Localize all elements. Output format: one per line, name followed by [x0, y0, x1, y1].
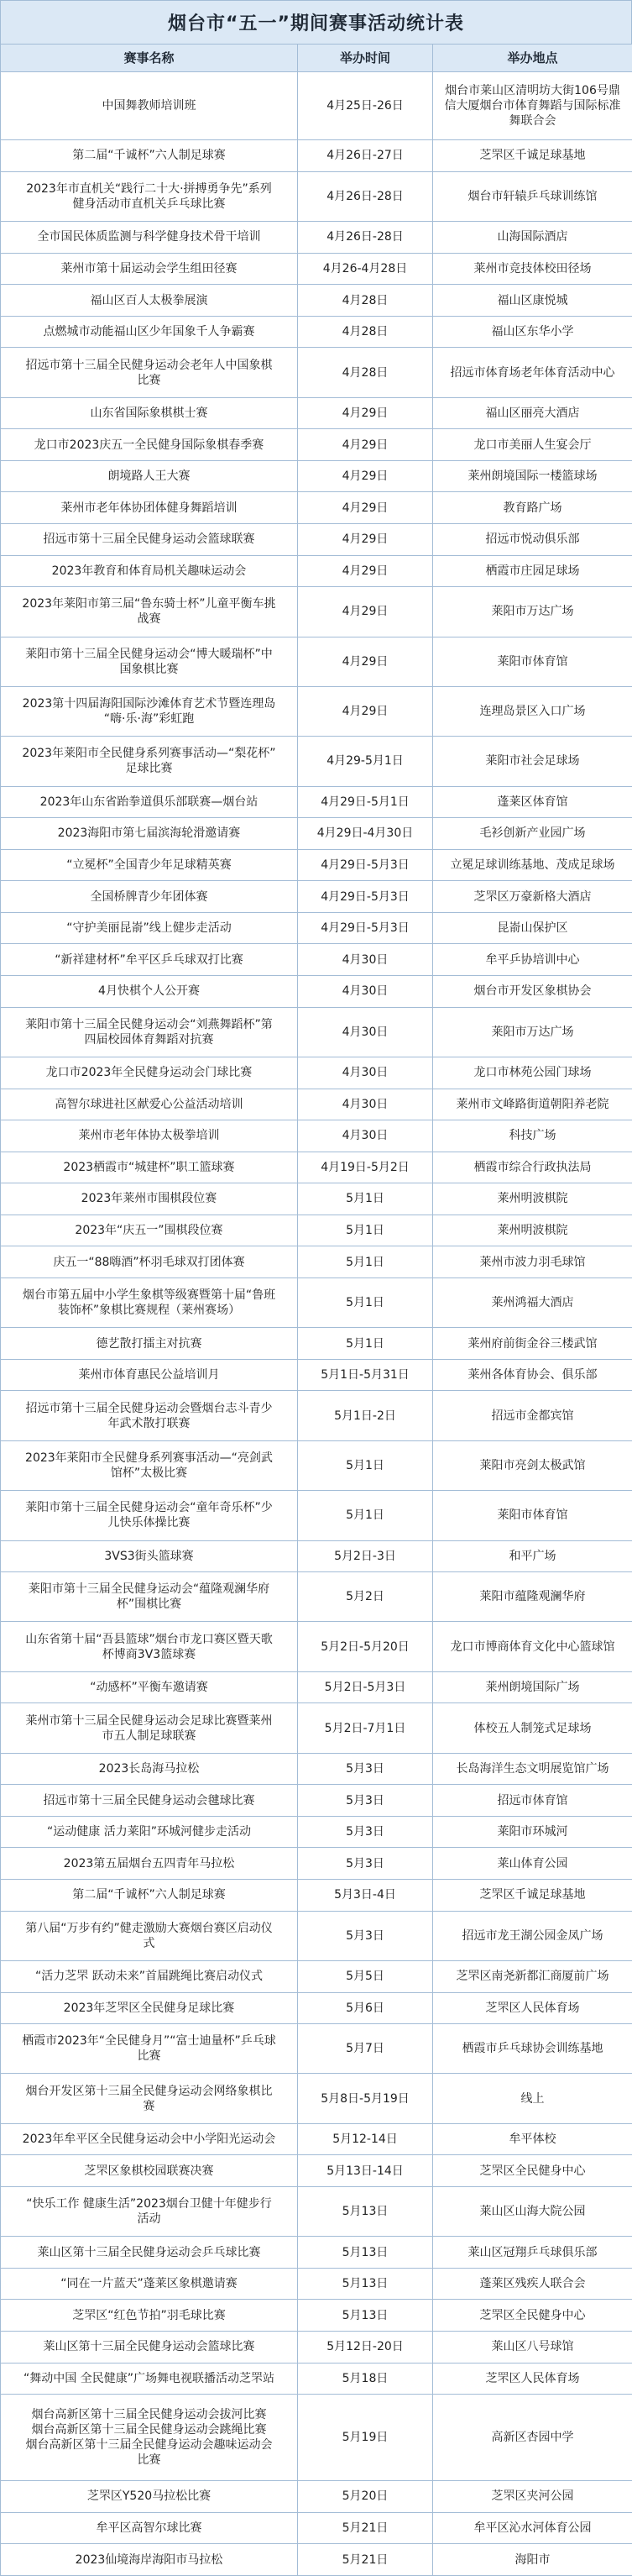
event-location-cell: 芝罘区南尧新都汇商厦前广场 [433, 1960, 632, 1992]
event-location-cell: 莱州朗境国际一楼篮球场 [433, 460, 632, 492]
event-time-cell: 5月1日 [298, 1183, 433, 1215]
event-time-cell: 4月25日-26日 [298, 72, 433, 140]
event-name-cell: “运动健康 活力莱阳”环城河健步走活动 [1, 1816, 298, 1848]
event-name-cell: 龙口市2023庆五一全民健身国际象棋春季赛 [1, 429, 298, 461]
event-location-cell: 毛衫创新产业园广场 [433, 818, 632, 850]
event-name-cell: 芝罘区Y520马拉松比赛 [1, 2481, 298, 2513]
event-location-cell: 山海国际酒店 [433, 222, 632, 254]
event-time-cell: 5月13日 [298, 2237, 433, 2269]
event-time-cell: 4月29日 [298, 492, 433, 524]
event-location-cell: 高新区杏园中学 [433, 2395, 632, 2481]
event-location-cell: 牟平区沁水河体育公园 [433, 2512, 632, 2544]
event-location-cell: 科技广场 [433, 1120, 632, 1152]
table-body [1, 72, 632, 2576]
event-time-cell: 5月1日 [298, 1278, 433, 1327]
table-row [1, 2268, 632, 2300]
table-row [1, 1703, 632, 1753]
table-row [1, 1622, 632, 1671]
event-time-cell: 4月28日 [298, 285, 433, 317]
event-time-cell: 4月30日 [298, 976, 433, 1008]
event-time-cell: 5月1日-5月31日 [298, 1359, 433, 1391]
event-location-cell: 莱阳市社会足球场 [433, 737, 632, 786]
table-row [1, 849, 632, 881]
table-row [1, 2481, 632, 2513]
event-location-cell: 莱阳市环城河 [433, 1816, 632, 1848]
event-name-cell: “立冕杯”全国青少年足球精英赛 [1, 849, 298, 881]
table-row [1, 1572, 632, 1622]
event-location-cell: 芝罘区全民健身中心 [433, 2155, 632, 2187]
table-row [1, 976, 632, 1008]
event-name-cell: 莱州市体育惠民公益培训月 [1, 1359, 298, 1391]
table-row [1, 2024, 632, 2074]
event-location-cell: 海阳市 [433, 2544, 632, 2576]
event-location-cell: 龙口市美丽人生宴会厅 [433, 429, 632, 461]
event-location-cell: 牟平乒协培训中心 [433, 944, 632, 976]
event-location-cell: 体校五人制笼式足球场 [433, 1703, 632, 1753]
table-row [1, 1391, 632, 1440]
event-name-cell: “新祥建材杯”牟平区乒乓球双打比赛 [1, 944, 298, 976]
event-location-cell: 莱州鸿福大酒店 [433, 1278, 632, 1327]
event-name-cell: 点燃城市动能福山区少年国象千人争霸赛 [1, 316, 298, 348]
event-time-cell: 5月2日-3日 [298, 1540, 433, 1572]
event-time-cell: 5月13日-14日 [298, 2155, 433, 2187]
column-header-event-name: 赛事名称 [1, 45, 298, 72]
table-row [1, 2544, 632, 2576]
event-name-cell: 2023年莱阳市全民健身系列赛事活动—“梨花杯”足球比赛 [1, 737, 298, 786]
event-time-cell: 4月30日 [298, 1120, 433, 1152]
event-time-cell: 4月26日-28日 [298, 222, 433, 254]
event-time-cell: 4月30日 [298, 944, 433, 976]
table-row [1, 460, 632, 492]
event-time-cell: 5月3日 [298, 1848, 433, 1880]
event-name-cell: 莱州市第十三届全民健身运动会足球比赛暨莱州市五人制足球联赛 [1, 1703, 298, 1753]
event-time-cell: 5月2日-5月3日 [298, 1671, 433, 1703]
event-time-cell: 5月3日-4日 [298, 1880, 433, 1912]
event-name-cell: 朗境路人王大赛 [1, 460, 298, 492]
event-name-cell: 2023年教育和体育局机关趣味运动会 [1, 555, 298, 587]
event-name-cell: 莱山区第十三届全民健身运动会篮球比赛 [1, 2332, 298, 2364]
event-name-cell: 2023年莱阳市全民健身系列赛事活动—“亮剑武馆杯”太极比赛 [1, 1440, 298, 1490]
event-name-cell: 莱阳市第十三届全民健身运动会“博大暖瑞杯”中国象棋比赛 [1, 637, 298, 686]
table-row [1, 1007, 632, 1057]
table-row [1, 587, 632, 637]
event-name-cell: 第八届“万步有约”健走激励大赛烟台赛区启动仪式 [1, 1911, 298, 1960]
event-location-cell: 福山区东华小学 [433, 316, 632, 348]
event-time-cell: 5月13日 [298, 2186, 433, 2236]
event-time-cell: 5月19日 [298, 2395, 433, 2481]
event-name-cell: 庆五一“88嗨酒”杯羽毛球双打团体赛 [1, 1246, 298, 1278]
event-location-cell: 莱阳市体育馆 [433, 1491, 632, 1540]
event-time-cell: 5月12日-20日 [298, 2332, 433, 2364]
event-location-cell: 莱阳市蕴隆观澜华府 [433, 1572, 632, 1622]
table-row [1, 818, 632, 850]
event-name-cell: 2023年莱阳市第三届“鲁东骑士杯”儿童平衡车挑战赛 [1, 587, 298, 637]
table-row [1, 1120, 632, 1152]
event-time-cell: 5月21日 [298, 2512, 433, 2544]
event-time-cell: 5月8日-5月19日 [298, 2074, 433, 2123]
table-row [1, 2395, 632, 2481]
event-location-cell: 芝罘区人民体育场 [433, 2363, 632, 2395]
table-row [1, 2123, 632, 2155]
table-row [1, 2332, 632, 2364]
event-location-cell: 莱州朗境国际广场 [433, 1671, 632, 1703]
table-row [1, 1785, 632, 1817]
table-row [1, 397, 632, 429]
column-header-event-time: 举办时间 [298, 45, 433, 72]
event-location-cell: 莱阳市万达广场 [433, 1007, 632, 1057]
event-name-cell: 德艺散打擂主对抗赛 [1, 1328, 298, 1360]
event-location-cell: 龙口市林苑公园门球场 [433, 1057, 632, 1089]
table-row [1, 222, 632, 254]
event-name-cell: 2023海阳市第七届滨海轮滑邀请赛 [1, 818, 298, 850]
event-time-cell: 5月2日-5月20日 [298, 1622, 433, 1671]
event-location-cell: 福山区康悦城 [433, 285, 632, 317]
event-time-cell: 5月1日 [298, 1215, 433, 1246]
event-location-cell: 莱州市波力羽毛球馆 [433, 1246, 632, 1278]
event-time-cell: 5月13日 [298, 2300, 433, 2332]
event-location-cell: 芝罘区人民体育场 [433, 1992, 632, 2024]
event-location-cell: 莱山体育公园 [433, 1848, 632, 1880]
event-name-cell: 2023年芝罘区全民健身足球比赛 [1, 1992, 298, 2024]
event-name-cell: 中国舞教师培训班 [1, 72, 298, 140]
table-row [1, 881, 632, 913]
event-name-cell: 2023年市直机关“践行二十大·拼搏勇争先”系列健身活动市直机关乒乓球比赛 [1, 171, 298, 221]
event-name-cell: 烟台开发区第十三届全民健身运动会网络象棋比赛 [1, 2074, 298, 2123]
event-location-cell: 莱阳市体育馆 [433, 637, 632, 686]
table-row [1, 1359, 632, 1391]
table-row [1, 72, 632, 140]
table-row [1, 1215, 632, 1246]
event-time-cell: 4月29日-5月3日 [298, 849, 433, 881]
table-row [1, 1816, 632, 1848]
event-time-cell: 4月28日 [298, 316, 433, 348]
event-time-cell: 5月1日 [298, 1246, 433, 1278]
table-row [1, 2237, 632, 2269]
event-name-cell: 莱阳市第十三届全民健身运动会“蕴隆观澜华府杯”围棋比赛 [1, 1572, 298, 1622]
event-name-cell: 莱阳市第十三届全民健身运动会“童年奇乐杯”少儿快乐体操比赛 [1, 1491, 298, 1540]
table-row [1, 2186, 632, 2236]
event-name-cell: 招远市第十三届全民健身运动会老年人中国象棋比赛 [1, 348, 298, 397]
event-location-cell: 招远市体育场老年体育活动中心 [433, 348, 632, 397]
event-time-cell: 4月29-5月1日 [298, 737, 433, 786]
event-name-cell: 招远市第十三届全民健身运动会暨烟台志斗青少年武术散打联赛 [1, 1391, 298, 1440]
event-time-cell: 5月2日 [298, 1572, 433, 1622]
event-location-cell: 莱州明波棋院 [433, 1183, 632, 1215]
event-name-cell: 莱州市老年体协太极拳培训 [1, 1120, 298, 1152]
event-name-cell: “动感杯”平衡车邀请赛 [1, 1671, 298, 1703]
event-time-cell: 4月29日 [298, 555, 433, 587]
event-location-cell: 莱阳市亮剑太极武馆 [433, 1440, 632, 1490]
event-location-cell: 芝罘区千诚足球基地 [433, 140, 632, 172]
events-table [0, 44, 632, 2576]
event-name-cell: 山东省国际象棋棋士赛 [1, 397, 298, 429]
event-location-cell: 蓬莱区残疾人联合会 [433, 2268, 632, 2300]
event-name-cell: “快乐工作 健康生活”2023烟台卫健十年健步行活动 [1, 2186, 298, 2236]
event-location-cell: 招远市龙王湖公园金凤广场 [433, 1911, 632, 1960]
event-time-cell: 5月5日 [298, 1960, 433, 1992]
event-name-cell: 全市国民体质监测与科学健身技术骨干培训 [1, 222, 298, 254]
event-name-cell: 2023仙境海岸海阳市马拉松 [1, 2544, 298, 2576]
event-time-cell: 5月3日 [298, 1785, 433, 1817]
table-row [1, 348, 632, 397]
event-time-cell: 4月26-4月28日 [298, 253, 433, 285]
event-location-cell: 烟台市开发区象棋协会 [433, 976, 632, 1008]
table-row [1, 1540, 632, 1572]
table-row [1, 1278, 632, 1327]
event-name-cell: 栖霞市2023年“全民健身月”“富士迪量杯”乒乓球比赛 [1, 2024, 298, 2074]
event-name-cell: 芝罘区“红色节拍”羽毛球比赛 [1, 2300, 298, 2332]
event-name-cell: 烟台市第五届中小学生象棋等级赛暨第十届“鲁班装饰杯”象棋比赛规程（莱州赛场） [1, 1278, 298, 1327]
event-time-cell: 4月29日 [298, 429, 433, 461]
event-location-cell: 芝罘区万豪新格大酒店 [433, 881, 632, 913]
event-name-cell: 2023栖霞市“城建杯”职工篮球赛 [1, 1152, 298, 1183]
event-location-cell: 莱阳市万达广场 [433, 587, 632, 637]
event-location-cell: 莱山区八号球馆 [433, 2332, 632, 2364]
event-time-cell: 4月30日 [298, 1057, 433, 1089]
event-name-cell: “活力芝罘 跃动未来”首届跳绳比赛启动仪式 [1, 1960, 298, 1992]
table-row [1, 2512, 632, 2544]
event-location-cell: 招远市金都宾馆 [433, 1391, 632, 1440]
event-name-cell: 山东省第十届“吾县篮球”烟台市龙口赛区暨天歌杯博商3V3篮球赛 [1, 1622, 298, 1671]
event-time-cell: 4月26日-27日 [298, 140, 433, 172]
event-time-cell: 5月3日 [298, 1816, 433, 1848]
table-row [1, 1152, 632, 1183]
event-name-cell: 牟平区高智尔球比赛 [1, 2512, 298, 2544]
event-name-cell: 2023年莱州市围棋段位赛 [1, 1183, 298, 1215]
event-name-cell: 4月快棋个人公开赛 [1, 976, 298, 1008]
event-name-cell: 第二届“千诚杯”六人制足球赛 [1, 140, 298, 172]
event-name-cell: 莱山区第十三届全民健身运动会乒乓球比赛 [1, 2237, 298, 2269]
table-row [1, 171, 632, 221]
table-row [1, 140, 632, 172]
event-location-cell: 招远市体育馆 [433, 1785, 632, 1817]
event-time-cell: 5月18日 [298, 2363, 433, 2395]
event-location-cell: 莱州各体育协会、俱乐部 [433, 1359, 632, 1391]
table-row [1, 2155, 632, 2187]
event-time-cell: 5月7日 [298, 2024, 433, 2074]
event-time-cell: 5月1日 [298, 1491, 433, 1540]
event-time-cell: 4月30日 [298, 1089, 433, 1120]
table-row [1, 1753, 632, 1785]
event-location-cell: 教育路广场 [433, 492, 632, 524]
event-name-cell: 招远市第十三届全民健身运动会篮球联赛 [1, 524, 298, 556]
event-time-cell: 4月19日-5月2日 [298, 1152, 433, 1183]
event-location-cell: 莱山区冠翔乒乓球俱乐部 [433, 2237, 632, 2269]
event-location-cell: 莱州明波棋院 [433, 1215, 632, 1246]
event-location-cell: 栖霞市综合行政执法局 [433, 1152, 632, 1183]
table-row [1, 253, 632, 285]
event-time-cell: 4月29日 [298, 524, 433, 556]
table-row [1, 524, 632, 556]
table-row [1, 1960, 632, 1992]
table-row [1, 1057, 632, 1089]
table-row [1, 429, 632, 461]
column-header-event-location: 举办地点 [433, 45, 632, 72]
table-row [1, 637, 632, 686]
event-location-cell: 蓬莱区体育馆 [433, 786, 632, 818]
table-row [1, 686, 632, 736]
event-location-cell: 栖霞市庄园足球场 [433, 555, 632, 587]
event-time-cell: 4月29日-5月3日 [298, 881, 433, 913]
table-row [1, 2363, 632, 2395]
event-location-cell: 立冕足球训练基地、茂成足球场 [433, 849, 632, 881]
event-time-cell: 4月29日 [298, 686, 433, 736]
event-location-cell: 线上 [433, 2074, 632, 2123]
event-location-cell: 福山区丽亮大酒店 [433, 397, 632, 429]
event-time-cell: 4月30日 [298, 1007, 433, 1057]
event-name-cell: 2023长岛海马拉松 [1, 1753, 298, 1785]
event-location-cell: 栖霞市乒乓球协会训练基地 [433, 2024, 632, 2074]
event-location-cell: 长岛海洋生态文明展览馆广场 [433, 1753, 632, 1785]
table-row [1, 786, 632, 818]
header-row [1, 45, 632, 72]
event-location-cell: 昆嵛山保护区 [433, 912, 632, 944]
table-row [1, 1992, 632, 2024]
event-name-cell: 2023年山东省跆拳道俱乐部联赛—烟台站 [1, 786, 298, 818]
table-row [1, 1848, 632, 1880]
event-name-cell: 3VS3街头篮球赛 [1, 1540, 298, 1572]
table-row [1, 285, 632, 317]
table-row [1, 1089, 632, 1120]
event-time-cell: 5月20日 [298, 2481, 433, 2513]
event-name-cell: “舞动中国 全民健康”广场舞电视联播活动芝罘站 [1, 2363, 298, 2395]
event-name-cell: 全国桥牌青少年团体赛 [1, 881, 298, 913]
table-row [1, 944, 632, 976]
table-header [1, 45, 632, 72]
event-name-cell: 龙口市2023年全民健身运动会门球比赛 [1, 1057, 298, 1089]
event-time-cell: 5月12-14日 [298, 2123, 433, 2155]
event-name-cell: 莱州市第十届运动会学生组田径赛 [1, 253, 298, 285]
table-row [1, 2300, 632, 2332]
event-time-cell: 4月29日-4月30日 [298, 818, 433, 850]
event-time-cell: 4月28日 [298, 348, 433, 397]
page-title: 烟台市“五一”期间赛事活动统计表 [0, 0, 632, 44]
event-time-cell: 5月3日 [298, 1753, 433, 1785]
event-name-cell: 2023年牟平区全民健身运动会中小学阳光运动会 [1, 2123, 298, 2155]
event-location-cell: 和平广场 [433, 1540, 632, 1572]
event-name-cell: “守护美丽昆嵛”线上健步走活动 [1, 912, 298, 944]
event-time-cell: 5月1日 [298, 1440, 433, 1490]
event-location-cell: 连理岛景区入口广场 [433, 686, 632, 736]
event-location-cell: 烟台市轩辕乒乓球训练馆 [433, 171, 632, 221]
event-name-cell: 高智尔球进社区献爱心公益活动培训 [1, 1089, 298, 1120]
table-row [1, 737, 632, 786]
event-name-cell: 莱阳市第十三届全民健身运动会“刘燕舞蹈杯”第四届校园体育舞蹈对抗赛 [1, 1007, 298, 1057]
event-location-cell: 莱州市文峰路街道朝阳养老院 [433, 1089, 632, 1120]
event-time-cell: 5月21日 [298, 2544, 433, 2576]
event-location-cell: 莱州府前街金谷三楼武馆 [433, 1328, 632, 1360]
event-name-cell: 2023第五届烟台五四青年马拉松 [1, 1848, 298, 1880]
event-location-cell: 芝罘区千诚足球基地 [433, 1880, 632, 1912]
event-location-cell: 芝罘区夹河公园 [433, 2481, 632, 2513]
event-location-cell: 牟平体校 [433, 2123, 632, 2155]
event-name-cell: 芝罘区象棋校园联赛决赛 [1, 2155, 298, 2187]
event-location-cell: 莱山区山海大院公园 [433, 2186, 632, 2236]
event-time-cell: 4月26日-28日 [298, 171, 433, 221]
event-name-cell: 莱州市老年体协团体健身舞蹈培训 [1, 492, 298, 524]
table-row [1, 316, 632, 348]
event-location-cell: 莱州市竞技体校田径场 [433, 253, 632, 285]
table-row [1, 1880, 632, 1912]
table-row [1, 492, 632, 524]
table-row [1, 555, 632, 587]
event-time-cell: 4月29日 [298, 460, 433, 492]
event-name-cell: “同在一片蓝天”蓬莱区象棋邀请赛 [1, 2268, 298, 2300]
event-name-cell: 2023年“庆五一”围棋段位赛 [1, 1215, 298, 1246]
event-location-cell: 烟台市莱山区清明坊大街106号鼎信大厦烟台市体育舞蹈与国际标准舞联合会 [433, 72, 632, 140]
event-time-cell: 5月6日 [298, 1992, 433, 2024]
event-time-cell: 4月29日 [298, 397, 433, 429]
event-time-cell: 5月1日-2日 [298, 1391, 433, 1440]
event-time-cell: 5月1日 [298, 1328, 433, 1360]
event-location-cell: 芝罘区全民健身中心 [433, 2300, 632, 2332]
table-row [1, 1183, 632, 1215]
event-time-cell: 4月29日 [298, 587, 433, 637]
table-row [1, 1246, 632, 1278]
event-name-cell: 烟台高新区第十三届全民健身运动会拔河比赛 烟台高新区第十三届全民健身运动会跳绳比赛 烟台高新区第十三届全民健身运动会趣味运动会比赛 [1, 2395, 298, 2481]
event-location-cell: 招远市悦动俱乐部 [433, 524, 632, 556]
table-row [1, 912, 632, 944]
table-row [1, 2074, 632, 2123]
event-name-cell: 招远市第十三届全民健身运动会毽球比赛 [1, 1785, 298, 1817]
event-time-cell: 5月13日 [298, 2268, 433, 2300]
table-row [1, 1328, 632, 1360]
event-time-cell: 4月29日-5月3日 [298, 912, 433, 944]
event-time-cell: 4月29日 [298, 637, 433, 686]
event-name-cell: 2023第十四届海阳国际沙滩体育艺术节暨连理岛“嗨·乐·海”彩虹跑 [1, 686, 298, 736]
event-location-cell: 龙口市博商体育文化中心篮球馆 [433, 1622, 632, 1671]
table-row [1, 1911, 632, 1960]
event-name-cell: 福山区百人太极拳展演 [1, 285, 298, 317]
table-row [1, 1440, 632, 1490]
event-time-cell: 4月29日-5月1日 [298, 786, 433, 818]
event-name-cell: 第二届“千诚杯”六人制足球赛 [1, 1880, 298, 1912]
table-row [1, 1491, 632, 1540]
table-row [1, 1671, 632, 1703]
event-time-cell: 5月2日-7月1日 [298, 1703, 433, 1753]
event-time-cell: 5月3日 [298, 1911, 433, 1960]
